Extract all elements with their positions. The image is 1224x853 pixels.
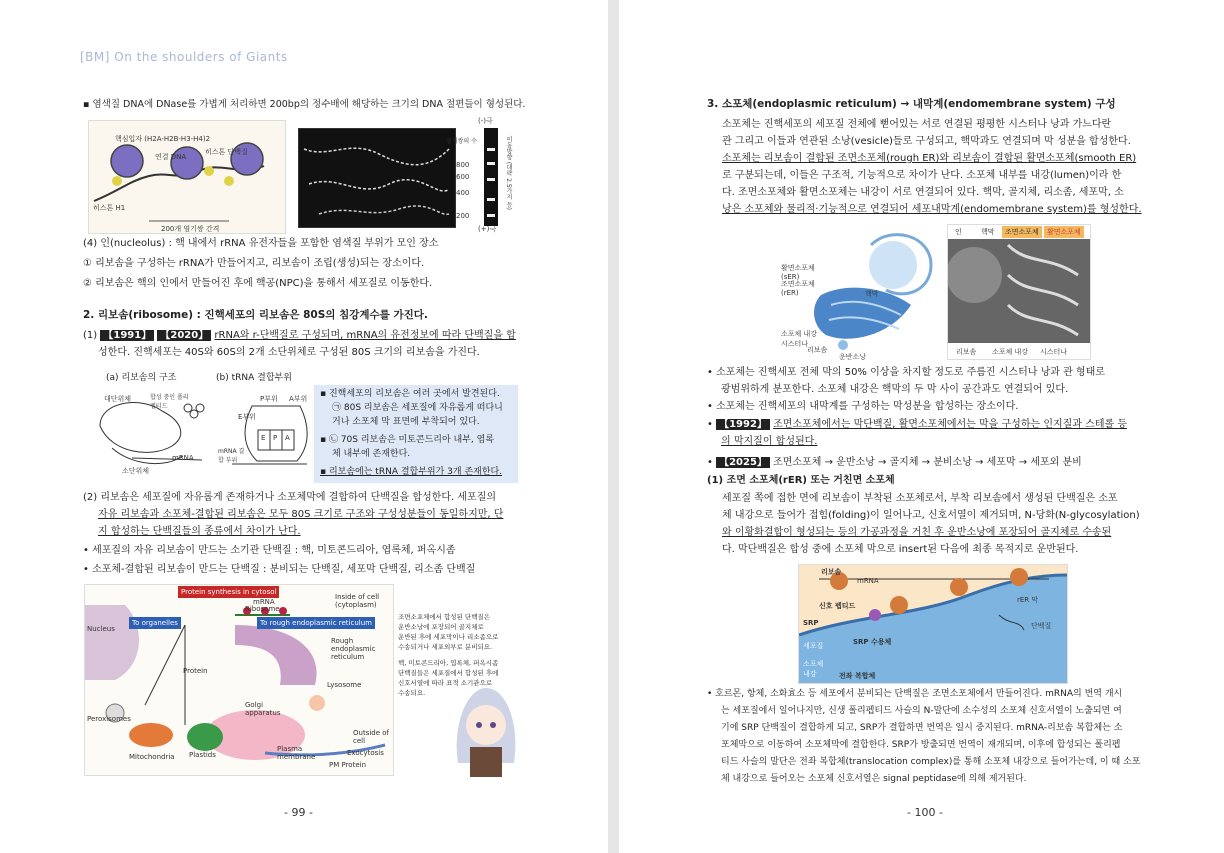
er-label-nuclear-envelope: 핵막 xyxy=(865,290,879,298)
synth-plasma: Plasma membrane xyxy=(277,745,316,761)
nucleosome-figure xyxy=(88,120,286,234)
label-polypeptide: 합성 중인 폴리펩티드 xyxy=(150,394,189,410)
note-line-1: ▪ 진핵세포의 리보솜은 여러 곳에서 발견된다. xyxy=(320,389,500,399)
chromatin-em-image xyxy=(298,128,456,228)
label-200bp: 200개 염기쌍 간격 xyxy=(161,225,220,233)
rough-er-paragraph: 세포질 쪽에 접한 면에 리보솜이 부착된 소포체로서, 부착 리보솜에서 생성된 단백질은 소포 체 내강으로 들어가 접힘(folding)이 일어나고, 신호서열이 제거되며, N-당화(N-glycosylation) 와 이황화결합이 형성되는 등의 가공과정을 거친 후 운반소낭에 포장되어 골지체로 수송된 다. 막단백질은 합성 중에 소포체 막으로 insert된 다음에 최종 목적지로 운반된다. xyxy=(722,493,1140,555)
er-2025-bullet: • 【2025】 조면소포체 → 운반소낭 → 골지체 → 분비소낭 → 세포막 → 세포외 분비 xyxy=(707,457,1082,468)
year-tag-2025: 【2025】 xyxy=(716,457,770,468)
gel-figure xyxy=(446,116,524,233)
synth-ribosome: Ribosome xyxy=(245,605,280,613)
year-tag-1991: 【1991】 xyxy=(100,330,154,341)
label-a-box: A xyxy=(285,434,290,442)
micro-label-ribosome: 리보솜 xyxy=(956,348,977,356)
synthesis-title-chip: Protein synthesis in cytosol xyxy=(178,586,279,598)
label-e-site: E부위 xyxy=(238,413,256,421)
rough-er-title: (1) 조면 소포체(rER) 또는 거친면 소포체 xyxy=(707,475,895,486)
page-number-left: - 99 - xyxy=(284,806,313,819)
srp-label-lumen: 소포체 내강 xyxy=(803,660,824,678)
er-label-ser: 활면소포체 (sER) xyxy=(781,264,815,281)
srp-label-mrna: mRNA xyxy=(857,577,879,585)
label-p-site: P부위 xyxy=(260,395,278,403)
ribosome-section-title: 2. 리보솜(ribosome) : 진핵세포의 리보솜은 80S의 침강계수를 가진다. xyxy=(83,309,428,321)
gel-tick-400: 400 xyxy=(456,189,470,197)
er-bullets: • 소포체는 진핵세포 전체 막의 50% 이상을 차지할 정도로 주름진 시스터나 낭과 관 형태로 광범위하게 분포한다. 소포체 내강은 핵막의 두 막 사이 공간과도 연결되어 있다. • 소포체는 진핵세포의 내막계를 구성하는 막성분을 합성하는 장소이다. xyxy=(707,367,1105,412)
label-histone: 히스톤 단백질 xyxy=(205,148,248,156)
micro-chip-smooth-er: 활면소포체 xyxy=(1044,226,1084,238)
nucleolus-point-2: ② 리보솜은 핵의 인에서 만들어진 후에 핵공(NPC)을 통해서 세포질로 이동한다. xyxy=(83,278,433,289)
synth-protein: Protein xyxy=(183,667,208,675)
ribosome-point-2-cont: 자유 리보솜과 소포체-결합된 리보솜은 모두 80S 크기로 구조와 구성성분들이 동일하지만, 단 xyxy=(98,509,504,520)
ribosome-point-1: (1) 【1991】 【2020】 rRNA와 r-단백질로 구성되며, mRNA의 유전정보에 따라 단백질을 합 xyxy=(83,330,516,341)
page-right xyxy=(619,0,1224,853)
srp-label-ribosome: 리보솜 xyxy=(821,568,842,576)
gel-axis-label: 염기쌍의 수 xyxy=(446,138,477,145)
er-micrograph xyxy=(947,224,1091,360)
er-label-rer: 조면소포체 (rER) xyxy=(781,280,815,297)
ribosome-note-box xyxy=(314,385,518,483)
nucleolus-point-1: ① 리보솜을 구성하는 rRNA가 만들어지고, 리보솜이 조립(생성)되는 장소이다. xyxy=(83,258,425,269)
running-header: [BM] On the shoulders of Giants xyxy=(80,50,288,64)
er-intro-paragraph: 소포체는 진핵세포의 세포질 전체에 뻗어있는 서로 연결된 평평한 시스터나 낭과 가느다란 관 그리고 이들과 연관된 소낭(vesicle)들로 구성되고, 핵막과도 연결되며 막 성분을 합성한다. 소포체는 리보솜이 결합된 조면소포체(rough ER)와 리보솜이 결합된 활면소포체(smooth ER) 로 구분되는데, 이들은 구조적, 기능적으로 차이가 난다. 소포체 내부를 내강(lumen)이라 한 다. 조면소포체와 활면소포체는 내강이 서로 연결되어 있다. 핵막, 골지체, 리소좀, 세포막, 소 낭은 소포체와 물리적·기능적으로 연결되어 세포내막계(endomembrane system)를 형성한다. xyxy=(722,119,1142,215)
micro-chip-rough-er: 조면소포체 xyxy=(1002,226,1042,238)
side-note-1: 조면소포체에서 합성된 단백질은 운반소낭에 포장되어 골지체로 운반된 후에 세포막이나 리소좀으로 수송되거나 세포외부로 분비되요. xyxy=(398,613,499,651)
srp-label-srp: SRP xyxy=(803,619,819,627)
label-linker-dna: 연결 DNA xyxy=(155,153,187,161)
synth-lysosome: Lysosome xyxy=(327,681,362,689)
srp-paragraph: • 호르몬, 항체, 소화효소 등 세포에서 분비되는 단백질은 조면소포체에서 만들어진다. mRNA의 번역 개시 는 세포질에서 일어나지만, 신생 폴리펩티드 사슬의 N-말단에 소수성의 소포체 신호서열이 노출되면 여 기에 SRP 단백질이 결합하게 되고, SRP가 결합하면 번역은 일시 중지된다. mRNA-리보솜 복합체는 소 포체막으로 이동하여 소포체막에 결합한다. SRP가 방출되면 번역이 재개되며, 이후에 합성되는 폴리펩 티드 사슬의 말단은 전좌 복합체(translocation complex)를 통해 소포체 내강으로 들어가는데, 이 때 소포 체 내강으로 들어오는 소포체 신호서열은 signal peptidase에 의해 제거된다. xyxy=(707,689,1141,784)
note-line-4: ▪ ㉡ 70S 리보솜은 미토콘드리아 내부, 엽록 xyxy=(320,435,495,445)
label-e-box: E xyxy=(261,434,266,442)
note-line-6: ▪ 리보솜에는 tRNA 결합부위가 3개 존재한다. xyxy=(320,467,503,477)
srp-label-signal: 신호 펩티드 xyxy=(819,602,856,610)
synth-mrna: mRNA xyxy=(253,598,275,606)
year-tag-1992: 【1992】 xyxy=(716,419,770,430)
label-mrna-a: mRNA xyxy=(172,454,194,462)
label-p-box: P xyxy=(273,434,278,442)
er-micrograph-art xyxy=(948,225,1090,359)
ribosome-point-2: (2) 리보솜은 세포질에 자유롭게 존재하거나 소포체막에 결합하여 단백질을 합성한다. 세포질의 xyxy=(83,492,497,503)
micro-chip-nucleolus: 인 xyxy=(955,228,962,236)
ribosome-fig-a-title: (a) 리보솜의 구조 xyxy=(106,373,177,383)
ribosome-figure xyxy=(92,370,310,478)
synth-exocytosis: Exocytosis xyxy=(347,749,384,757)
bound-ribosome-bullet: • 소포체-결합된 리보솜이 만드는 단백질 : 분비되는 단백질, 세포막 단백질, 리소좀 단백질 xyxy=(83,564,476,575)
er-label-lumen: 소포체 내강 시스터나 xyxy=(781,330,818,348)
ribosome-fig-b-title: (b) tRNA 결합부위 xyxy=(216,373,292,383)
gel-top: (-)극 xyxy=(478,117,493,125)
free-ribosome-bullet: • 세포질의 자유 리보솜이 만드는 소기관 단백질 : 핵, 미토콘드리아, 엽록체, 퍼옥시좀 xyxy=(83,545,456,556)
synth-rough-er: Rough endoplasmic reticulum xyxy=(331,637,376,661)
year-tag-2020: 【2020】 xyxy=(157,330,211,341)
er-diagram-figure xyxy=(781,225,937,361)
srp-label-receptor: SRP 수용체 xyxy=(853,638,892,646)
er-section-title: 3. 소포체(endoplasmic reticulum) → 내막계(endomembrane system) 구성 xyxy=(707,98,1116,110)
side-note-2: 핵, 미토콘드리아, 엽록체, 퍼옥시좀 단백질들은 세포질에서 합성된 후에 신호서열에 따라 표적 소기관으로 수송되요. xyxy=(398,659,499,697)
er-label-ribosome: 리보솜 xyxy=(807,346,828,354)
label-core-particle: 핵심입자 (H2A-H2B-H3-H4)2 xyxy=(115,135,211,143)
synth-golgi: Golgi apparatus xyxy=(245,701,281,717)
ribosome-point-2-cont2: 지 합성하는 단백질들의 종류에서 차이가 난다. xyxy=(98,526,301,537)
label-small-subunit: 소단위체 xyxy=(122,467,150,475)
to-organelles-chip: To organelles xyxy=(129,617,181,629)
gel-tick-200: 200 xyxy=(456,212,470,220)
label-h1: 히스톤 H1 xyxy=(93,204,126,212)
gel-tick-600: 600 xyxy=(456,173,470,181)
note-line-3: 거나 소포체 막 표면에 부착되어 있다. xyxy=(332,417,480,427)
synth-outside: Outside of cell xyxy=(353,729,390,745)
synth-inside: Inside of cell (cytoplasm) xyxy=(335,593,380,609)
nucleolus-heading: (4) 인(nucleolus) : 핵 내에서 rRNA 유전자들을 포함한 염색질 부위가 모인 장소 xyxy=(83,238,439,249)
synth-mitochondria: Mitochondria xyxy=(129,753,175,761)
note-line-5: 체 내부에 존재한다. xyxy=(332,449,411,459)
label-mrna-binding: mRNA 결합 부위 xyxy=(218,448,245,464)
micro-label-cisterna: 시스터나 xyxy=(1040,348,1068,356)
protein-synthesis-figure xyxy=(84,584,394,776)
srp-label-rer-membrane: rER 막 xyxy=(1017,596,1039,604)
micro-chip-envelope: 핵막 xyxy=(981,228,995,236)
srp-figure xyxy=(798,564,1068,684)
to-rough-er-chip: To rough endoplasmic reticulum xyxy=(257,617,375,629)
srp-label-cytosol: 세포질 xyxy=(803,642,824,650)
note-line-2: ㉠ 80S 리보솜은 세포질에 자유롭게 떠다니 xyxy=(332,403,503,413)
dnase-bullet: ▪ 염색질 DNA에 DNase를 가볍게 처리하면 200bp의 정수배에 해당하는 크기의 DNA 절편들이 형성된다. xyxy=(83,99,526,110)
chromatin-strand-art xyxy=(299,129,455,227)
er-1992-bullet-cont: 의 막지질이 합성된다. xyxy=(721,436,818,447)
micro-label-lumen: 소포체 내강 xyxy=(992,348,1029,356)
gel-side-label: 이동방향 (대략 2.5가지 등) xyxy=(505,136,512,210)
ribosome-point-1-cont: 성한다. 진핵세포는 40S와 60S의 2개 소단위체로 구성된 80S 크기의 리보솜을 가진다. xyxy=(98,347,480,358)
srp-label-protein: 단백질 xyxy=(1031,622,1052,630)
synth-nucleus: Nucleus xyxy=(87,625,115,633)
synth-plastids: Plastids xyxy=(189,751,216,759)
page-left xyxy=(0,0,608,853)
gel-lane xyxy=(484,128,498,226)
srp-diagram xyxy=(799,565,1067,683)
page-number-right: - 100 - xyxy=(907,806,943,819)
label-large-subunit: 대단위체 xyxy=(104,395,132,403)
er-1992-bullet: • 【1992】 조면소포체에서는 막단백질, 활면소포체에서는 막을 구성하는 인지질과 스테롤 등 xyxy=(707,419,1127,430)
gel-tick-800: 800 xyxy=(456,161,470,169)
label-a-site: A부위 xyxy=(289,395,308,403)
gel-bottom: (+)극 xyxy=(478,225,497,233)
protein-synthesis-diagram xyxy=(85,585,393,775)
synth-pm-protein: PM Protein xyxy=(329,761,367,769)
srp-label-translocon: 전좌 복합체 xyxy=(839,672,876,680)
synth-peroxisomes: Peroxisomes xyxy=(87,715,131,723)
mascot-illustration xyxy=(448,683,524,779)
er-label-vesicle: 운반소낭 xyxy=(839,353,867,361)
